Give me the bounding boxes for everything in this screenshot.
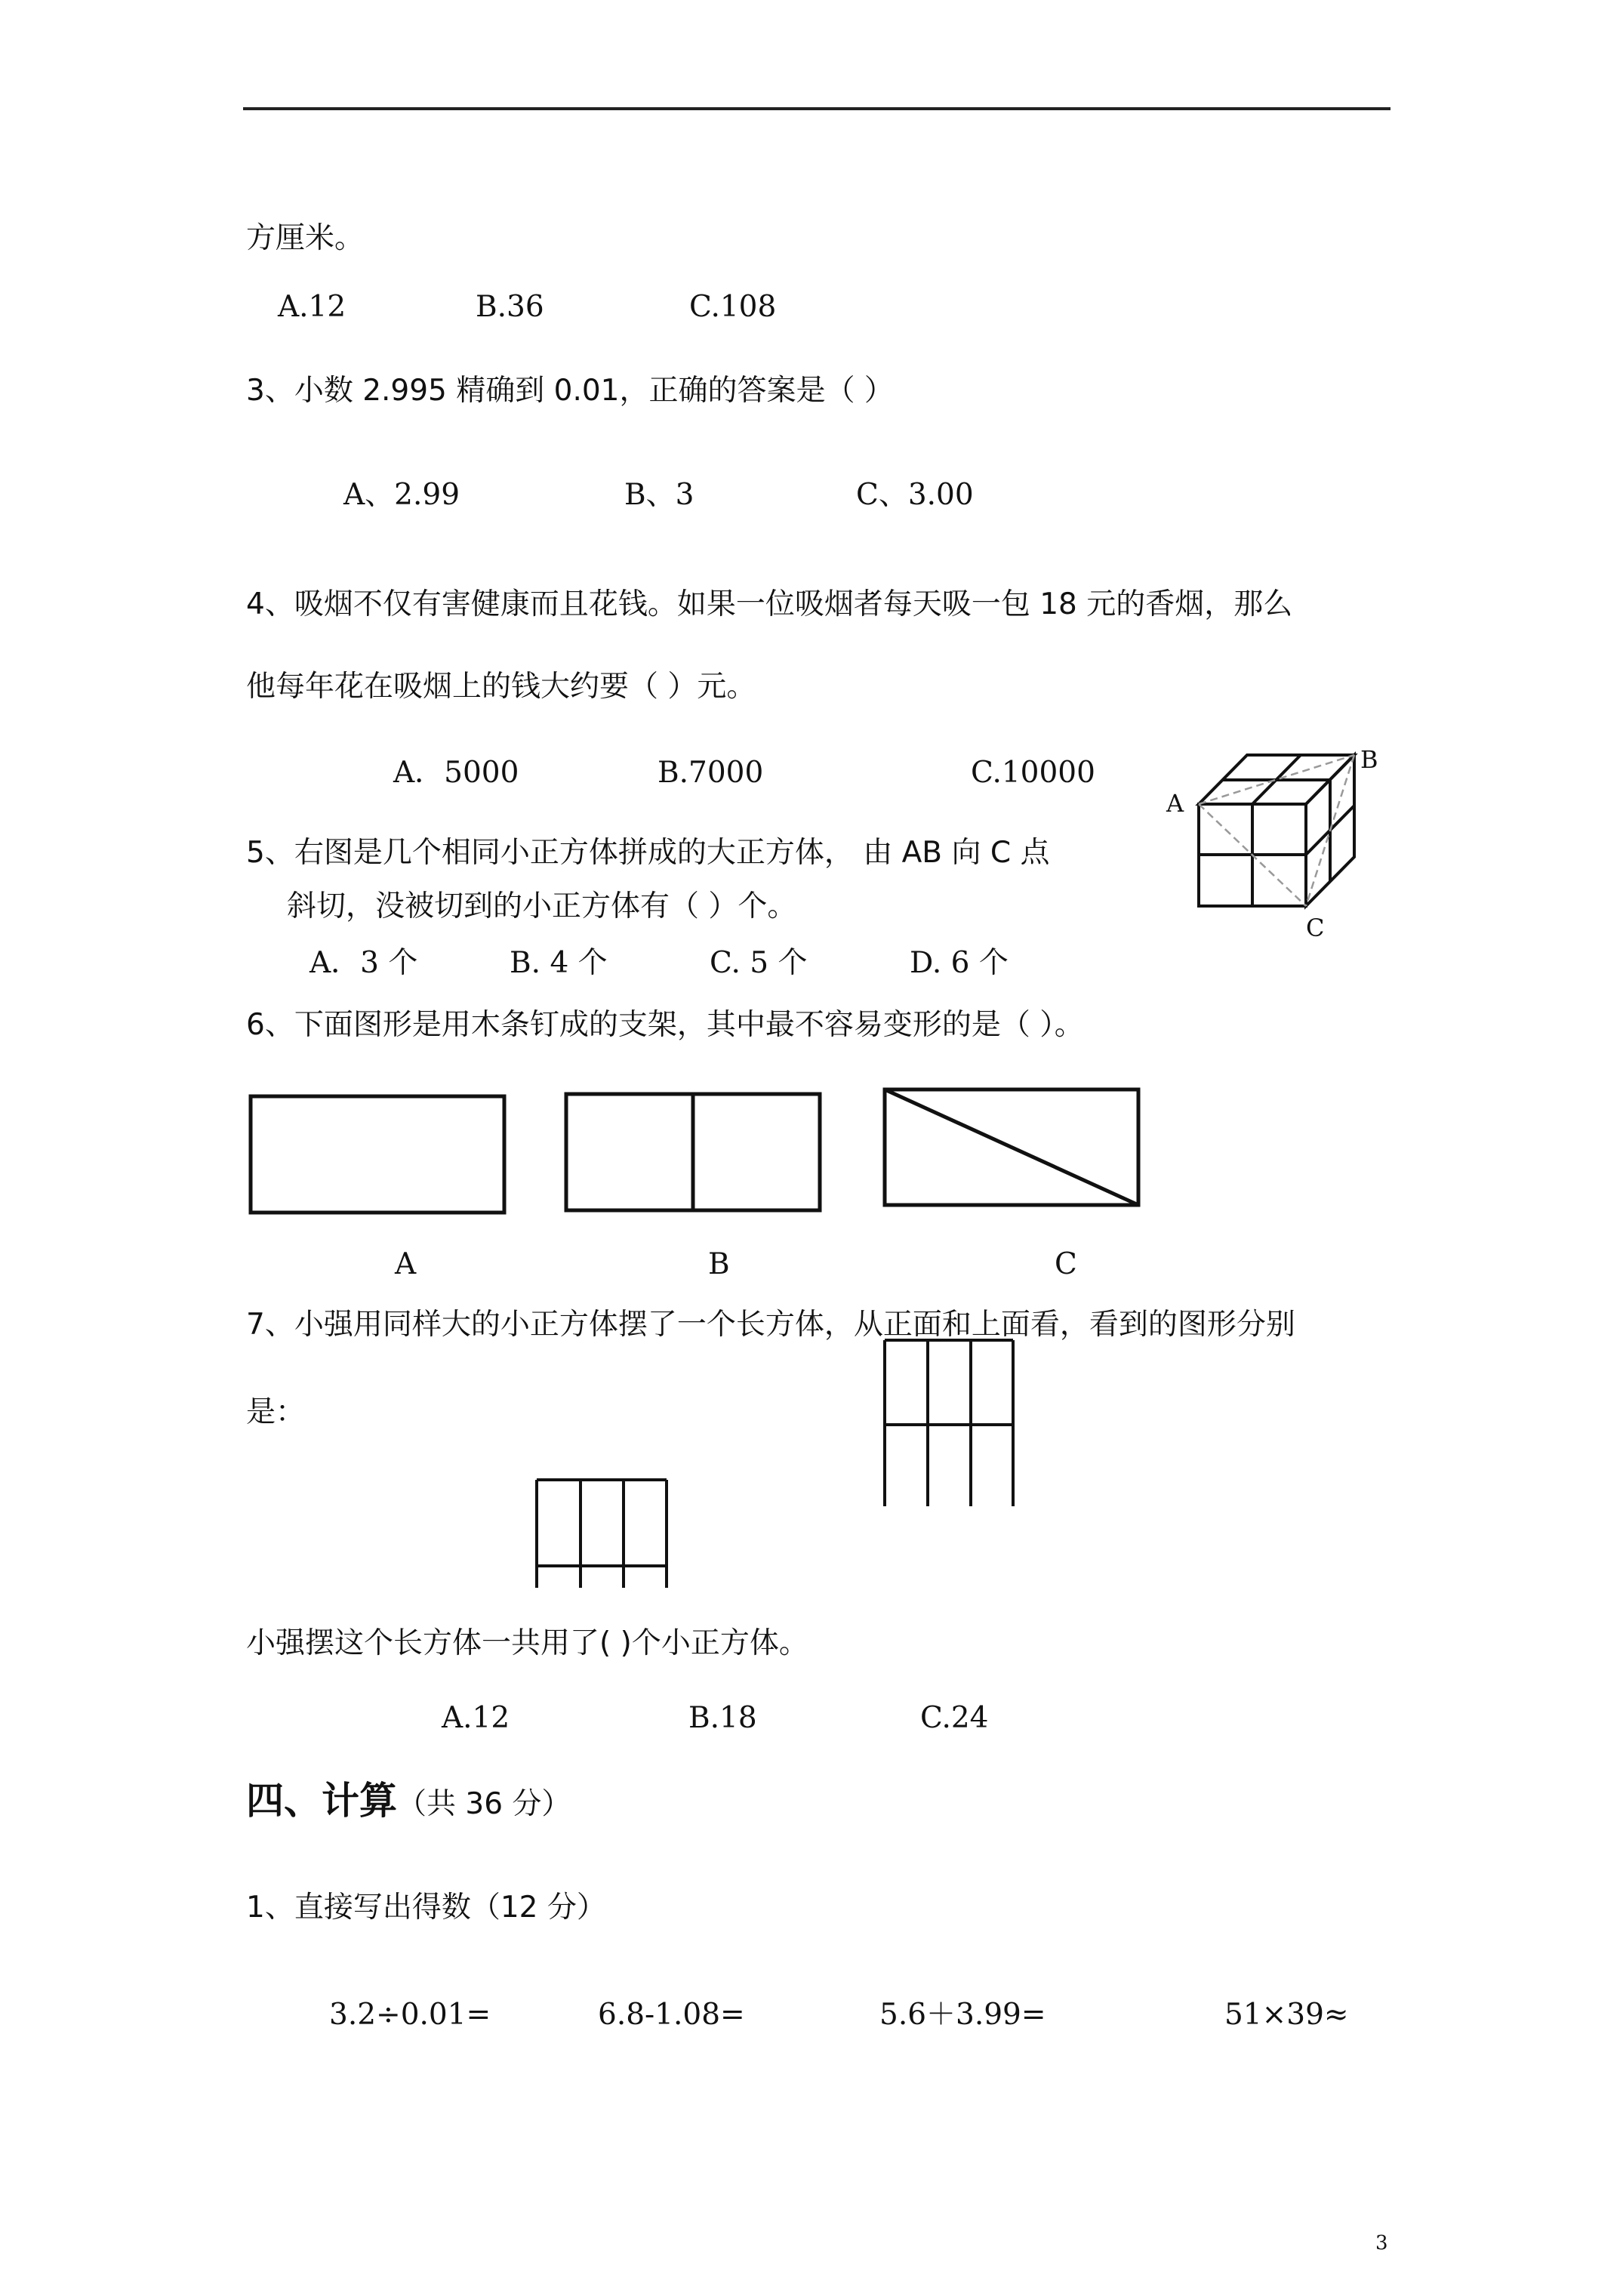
- q5-question-line1: 5、右图是几个相同小正方体拼成的大正方体， 由 AB 向 C 点: [246, 836, 1050, 870]
- q7-option-c: C.24: [920, 1701, 989, 1735]
- section4-subtitle: （共 36 分）: [397, 1787, 571, 1821]
- q4-option-b: B.7000: [658, 756, 764, 790]
- cube-label-c: C: [1306, 914, 1325, 942]
- q3-option-b: B、3: [624, 478, 694, 512]
- calc1-item-4: 51×39≈: [1224, 1998, 1349, 2032]
- q7-option-a: A.12: [442, 1701, 510, 1735]
- calc1-item-1: 3.2÷0.01=: [329, 1998, 491, 2032]
- cube-label-b: B: [1360, 745, 1378, 774]
- q6-label-b: B: [708, 1247, 730, 1281]
- q2-option-c: C.108: [689, 290, 777, 324]
- q4-option-c: C.10000: [971, 756, 1095, 790]
- q3-option-c: C、3.00: [856, 478, 974, 512]
- q5-option-c: C. 5 个: [710, 946, 808, 980]
- q7-question-line2: 是：: [246, 1395, 306, 1429]
- q7-question-line1: 7、小强用同样大的小正方体摆了一个长方体，从正面和上面看，看到的图形分别: [246, 1308, 1295, 1342]
- q5-question-line2: 斜切，没被切到的小正方体有（ ）个。: [287, 889, 797, 923]
- q6-question: 6、下面图形是用木条钉成的支架，其中最不容易变形的是（ ）。: [246, 1008, 1084, 1042]
- q4-question-line1: 4、吸烟不仅有害健康而且花钱。如果一位吸烟者每天吸一包 18 元的香烟，那么: [246, 587, 1293, 621]
- q4-question-line2: 他每年花在吸烟上的钱大约要（ ）元。: [246, 670, 756, 704]
- q4-option-a: A．5000: [393, 756, 519, 790]
- cube-label-a: A: [1166, 789, 1184, 818]
- page-number: 3: [1375, 2232, 1388, 2254]
- q2-continuation: 方厘米。: [246, 221, 365, 255]
- q2-option-a: A.12: [278, 290, 346, 324]
- q2-option-b: B.36: [476, 290, 544, 324]
- q3-option-a: A、2.99: [343, 478, 460, 512]
- section4-title: 四、计算: [246, 1779, 397, 1823]
- q3-question: 3、小数 2.995 精确到 0.01，正确的答案是（ ）: [246, 374, 894, 408]
- calc1-item-2: 6.8-1.08=: [598, 1998, 745, 2032]
- q5-option-a: A．3 个: [310, 946, 418, 980]
- calc1-title: 1、直接写出得数（12 分）: [246, 1891, 606, 1925]
- q5-option-b: B. 4 个: [510, 946, 608, 980]
- calc1-item-3: 5.6＋3.99=: [879, 1998, 1046, 2032]
- q6-label-c: C: [1055, 1247, 1077, 1281]
- q5-option-d: D. 6 个: [910, 946, 1009, 980]
- section4-heading: [246, 1779, 571, 1823]
- q6-label-a: A: [395, 1247, 417, 1281]
- q7-answer-line: 小强摆这个长方体一共用了( )个小正方体。: [246, 1626, 808, 1660]
- q7-option-b: B.18: [688, 1701, 757, 1735]
